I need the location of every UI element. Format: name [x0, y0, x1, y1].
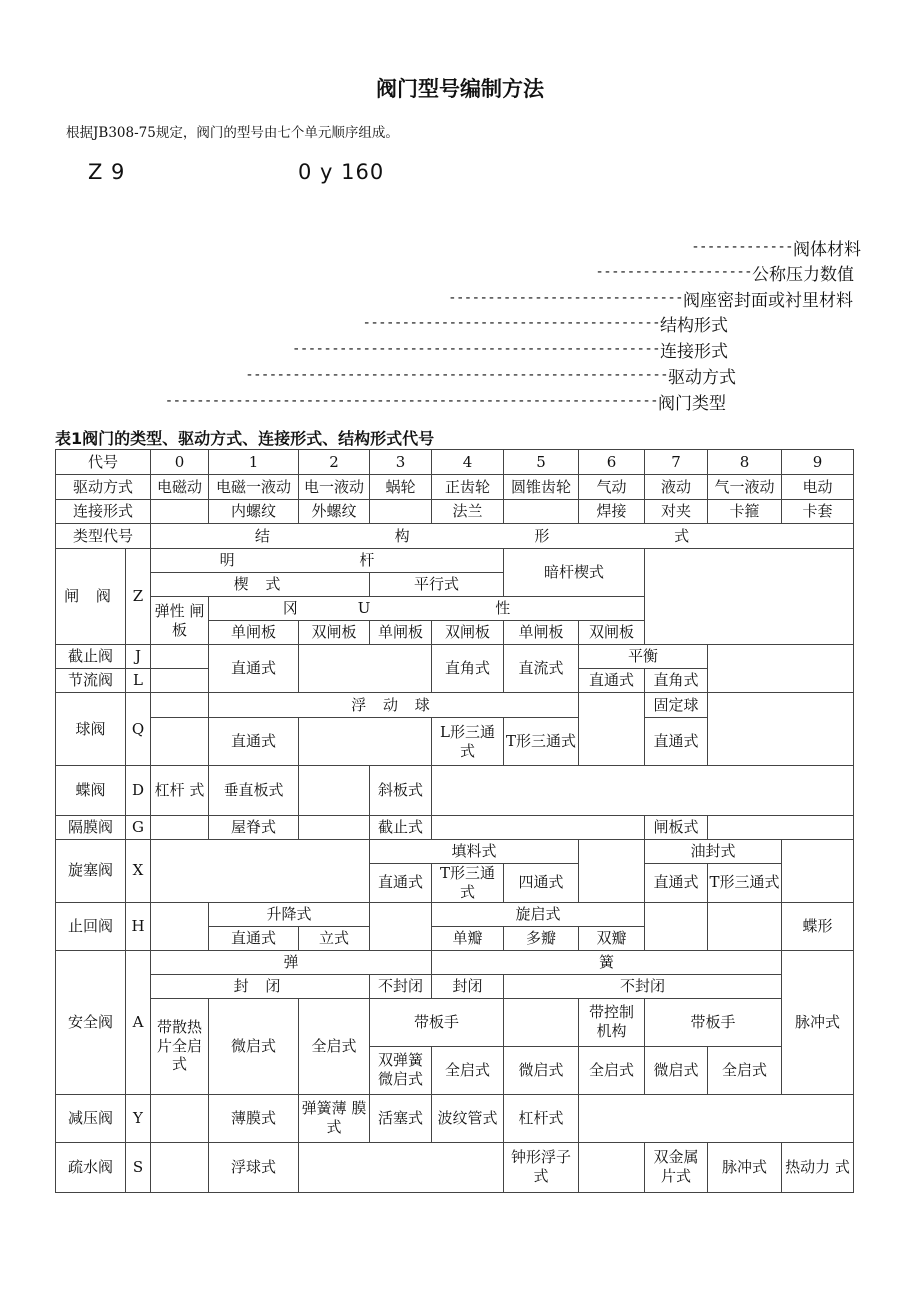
- drive-6: 气动: [579, 475, 645, 500]
- connection-8: 卡箍: [708, 500, 782, 524]
- butterfly-oblique: 斜板式: [370, 766, 432, 816]
- plug-empty-0: [151, 840, 370, 903]
- drive-label: 驱动方式: [56, 475, 151, 500]
- drive-5: 圆锥齿轮: [504, 475, 579, 500]
- gate-code: Z: [126, 549, 151, 645]
- drain-pulse: 脉冲式: [708, 1142, 782, 1192]
- gate-name: 闸 阀: [56, 549, 126, 645]
- butterfly-vertical: 垂直板式: [209, 766, 299, 816]
- gate-single-1: 单闸板: [209, 621, 299, 645]
- check-lift: 升降式: [209, 902, 370, 926]
- legend-dashes: ------------------------------------------------------: [245, 367, 668, 383]
- digit-7: 7: [645, 450, 708, 475]
- gate-double-2: 双闸板: [432, 621, 504, 645]
- drive-4: 正齿轮: [432, 475, 504, 500]
- gate-wedge: 楔 式: [151, 573, 370, 597]
- check-empty-3: [370, 902, 432, 950]
- ball-empty-6: [579, 693, 645, 766]
- safety-row-1: [56, 950, 854, 974]
- plug-code: X: [126, 840, 151, 903]
- digit-9: 9: [782, 450, 854, 475]
- connection-row: [56, 500, 854, 524]
- legend-row-pressure: [595, 260, 854, 284]
- drain-empty-2: [299, 1142, 504, 1192]
- gate-open-stem: 明 杆: [151, 549, 504, 573]
- safety-spring-2: 簧: [432, 950, 782, 974]
- safety-wrench-1: 带板手: [370, 998, 504, 1046]
- check-name: 止回阀: [56, 902, 126, 950]
- intro-text: 根据JB308-75规定，阀门的型号由七个单元顺序组成。: [66, 125, 399, 141]
- diaphragm-code: G: [126, 816, 151, 840]
- butterfly-lever: 杠杆 式: [151, 766, 209, 816]
- reducing-film: 薄膜式: [209, 1094, 299, 1142]
- diaphragm-empty-2: [299, 816, 370, 840]
- connection-9: 卡套: [782, 500, 854, 524]
- butterfly-row: [56, 766, 854, 816]
- butterfly-name: 蝶阀: [56, 766, 126, 816]
- plug-p-four: 四通式: [504, 864, 579, 903]
- butterfly-code: D: [126, 766, 151, 816]
- plug-empty-9: [782, 840, 854, 903]
- connection-label: 连接形式: [56, 500, 151, 524]
- reducing-piston: 活塞式: [370, 1094, 432, 1142]
- diaphragm-gate: 闸板式: [645, 816, 708, 840]
- stop-flow: 直流式: [504, 645, 579, 693]
- safety-full-2: 全启式: [432, 1046, 504, 1094]
- drive-9: 电动: [782, 475, 854, 500]
- digit-1: 1: [209, 450, 299, 475]
- digit-2: 2: [299, 450, 370, 475]
- page-title: 阀门型号编制方法: [376, 77, 544, 101]
- safety-full-3: 全启式: [579, 1046, 645, 1094]
- model-code-left: Z 9: [88, 160, 126, 184]
- gate-empty: [645, 549, 854, 645]
- drain-empty-0: [151, 1142, 209, 1192]
- reducing-row: [56, 1094, 854, 1142]
- legend-label: 阀体材料: [793, 239, 861, 260]
- code-header: 代号: [56, 450, 151, 475]
- check-empty-0: [151, 902, 209, 950]
- safety-empty-5: [504, 998, 579, 1046]
- balance-angle: 直角式: [645, 669, 708, 693]
- legend-label: 结构形式: [660, 315, 728, 336]
- legend-row-structure: [363, 311, 729, 335]
- drain-row: [56, 1142, 854, 1192]
- safety-row-2: [56, 974, 854, 998]
- safety-row-3: [56, 998, 854, 1046]
- safety-closed-1: 封 闭: [151, 974, 370, 998]
- ball-fixed-straight: 直通式: [645, 718, 708, 766]
- balance-straight: 直通式: [579, 669, 645, 693]
- gate-double-3: 双闸板: [579, 621, 645, 645]
- gate-double-1: 双闸板: [299, 621, 370, 645]
- check-swing: 旋启式: [432, 902, 645, 926]
- connection-7: 对夹: [645, 500, 708, 524]
- drain-thermo: 热动力 式: [782, 1142, 854, 1192]
- safety-radiator: 带散热片全启式: [151, 998, 209, 1094]
- reducing-name: 减压阀: [56, 1094, 126, 1142]
- stop-empty-9: [708, 645, 854, 693]
- check-double: 双瓣: [579, 926, 645, 950]
- diaphragm-empty-8: [708, 816, 854, 840]
- check-code: H: [126, 902, 151, 950]
- drain-code: S: [126, 1142, 151, 1192]
- drain-empty-6: [579, 1142, 645, 1192]
- digit-3: 3: [370, 450, 432, 475]
- plug-oil: 油封式: [645, 840, 782, 864]
- stop-straight: 直通式: [209, 645, 299, 693]
- connection-0: [151, 500, 209, 524]
- digit-6: 6: [579, 450, 645, 475]
- digit-0: 0: [151, 450, 209, 475]
- stop-name: 截止阀: [56, 645, 126, 669]
- safety-code: A: [126, 950, 151, 1094]
- stop-balance: 平衡: [579, 645, 708, 669]
- plug-name: 旋塞阀: [56, 840, 126, 903]
- drive-8: 气一液动: [708, 475, 782, 500]
- drain-float: 浮球式: [209, 1142, 299, 1192]
- legend-row-body-material: [691, 235, 861, 259]
- check-butterfly: 蝶形: [782, 902, 854, 950]
- ball-empty-0b: [151, 718, 209, 766]
- ball-empty-2: [299, 718, 432, 766]
- gate-single-3: 单闸板: [504, 621, 579, 645]
- drive-3: 蜗轮: [370, 475, 432, 500]
- drive-2: 电一液动: [299, 475, 370, 500]
- diaphragm-row: [56, 816, 854, 840]
- ball-fixed: 固定球: [645, 693, 708, 718]
- ball-t3: T形三通式: [504, 718, 579, 766]
- gate-single-2: 单闸板: [370, 621, 432, 645]
- legend-row-connection: [292, 337, 728, 361]
- stop-empty-2: [299, 645, 432, 693]
- legend-dashes: ---------------------------------------------------------------: [164, 393, 658, 409]
- check-vertical: 立式: [299, 926, 370, 950]
- gate-row-1: [56, 549, 854, 573]
- ball-row-1: [56, 693, 854, 718]
- gate-parallel: 平行式: [370, 573, 504, 597]
- stop-angle: 直角式: [432, 645, 504, 693]
- drive-row: [56, 475, 854, 500]
- drain-name: 疏水阀: [56, 1142, 126, 1192]
- ball-code: Q: [126, 693, 151, 766]
- reducing-empty-6: [579, 1094, 854, 1142]
- connection-3: [370, 500, 432, 524]
- stop-row: [56, 645, 854, 669]
- table-header-row: [56, 450, 854, 475]
- diaphragm-ridge: 屋脊式: [209, 816, 299, 840]
- drain-bimetal: 双金属 片式: [645, 1142, 708, 1192]
- digit-8: 8: [708, 450, 782, 475]
- plug-row-1: [56, 840, 854, 864]
- drive-0: 电磁动: [151, 475, 209, 500]
- legend-dashes: -------------: [691, 239, 793, 255]
- digit-5: 5: [504, 450, 579, 475]
- legend-label: 驱动方式: [668, 367, 736, 388]
- butterfly-empty-4: [432, 766, 854, 816]
- safety-spring: 弹: [151, 950, 432, 974]
- legend-dashes: --------------------------------------: [362, 315, 660, 331]
- drain-bell: 钟形浮子 式: [504, 1142, 579, 1192]
- plug-o-straight: 直通式: [645, 864, 708, 903]
- plug-p-straight: 直通式: [370, 864, 432, 903]
- type-code-label: 类型代号: [56, 524, 151, 549]
- digit-4: 4: [432, 450, 504, 475]
- safety-pulse: 脉冲式: [782, 950, 854, 1094]
- safety-wrench-2: 带板手: [645, 998, 782, 1046]
- check-straight: 直通式: [209, 926, 299, 950]
- check-row-1: [56, 902, 854, 926]
- throttle-name: 节流阀: [56, 669, 126, 693]
- stop-empty-0: [151, 645, 209, 669]
- safety-full-4: 全启式: [708, 1046, 782, 1094]
- ball-empty-0: [151, 693, 209, 718]
- connection-2: 外螺纹: [299, 500, 370, 524]
- legend-dashes: -----------------------------------------------: [292, 341, 660, 357]
- safety-unclosed-2: 不封闭: [504, 974, 782, 998]
- safety-name: 安全阀: [56, 950, 126, 1094]
- plug-p-t3: T形三通式: [432, 864, 504, 903]
- legend-dashes: ------------------------------: [448, 290, 683, 306]
- connection-6: 焊接: [579, 500, 645, 524]
- diaphragm-stop: 截止式: [370, 816, 432, 840]
- valve-code-table: [55, 449, 854, 1193]
- legend-label: 连接形式: [660, 341, 728, 362]
- legend-label: 阀座密封面或衬里材料: [683, 290, 853, 311]
- plug-packing: 填料式: [370, 840, 579, 864]
- check-single: 单瓣: [432, 926, 504, 950]
- gate-dark-stem: 暗杆楔式: [504, 549, 645, 597]
- ball-straight: 直通式: [209, 718, 299, 766]
- safety-micro-3: 微启式: [645, 1046, 708, 1094]
- ball-empty-8: [708, 693, 854, 766]
- diaphragm-empty-4: [432, 816, 645, 840]
- model-code-right: 0 y 160: [298, 160, 385, 184]
- check-multi: 多瓣: [504, 926, 579, 950]
- safety-micro: 微启式: [209, 998, 299, 1094]
- legend-label: 公称压力数值: [752, 264, 854, 285]
- type-code-row: [56, 524, 854, 549]
- safety-control: 带控制 机构: [579, 998, 645, 1046]
- safety-full: 全启式: [299, 998, 370, 1094]
- reducing-lever: 杠杆式: [504, 1094, 579, 1142]
- check-empty-7: [645, 902, 708, 950]
- connection-5: [504, 500, 579, 524]
- ball-l3: L形三通式: [432, 718, 504, 766]
- legend-dashes: --------------------: [595, 264, 752, 280]
- diaphragm-empty-0: [151, 816, 209, 840]
- connection-4: 法兰: [432, 500, 504, 524]
- connection-1: 内螺纹: [209, 500, 299, 524]
- reducing-empty-0: [151, 1094, 209, 1142]
- reducing-code: Y: [126, 1094, 151, 1142]
- legend-row-seal-material: [448, 286, 853, 310]
- legend-row-drive: [245, 363, 736, 387]
- safety-closed-2: 封闭: [432, 974, 504, 998]
- ball-floating: 浮 动 球: [209, 693, 579, 718]
- legend-row-valve-type: [165, 389, 726, 413]
- safety-micro-2: 微启式: [504, 1046, 579, 1094]
- butterfly-empty-2: [299, 766, 370, 816]
- structure-label: 结 构 形 式: [151, 524, 854, 549]
- throttle-empty-0: [151, 669, 209, 693]
- reducing-spring-film: 弹簧薄 膜式: [299, 1094, 370, 1142]
- stop-code: J: [126, 645, 151, 669]
- check-empty-8: [708, 902, 782, 950]
- safety-dbl-spring: 双弹簧微启式: [370, 1046, 432, 1094]
- safety-unclosed-1: 不封闭: [370, 974, 432, 998]
- gate-rigid: 冈U 性: [209, 597, 645, 621]
- diaphragm-name: 隔膜阀: [56, 816, 126, 840]
- throttle-code: L: [126, 669, 151, 693]
- legend-label: 阀门类型: [658, 393, 726, 414]
- table-title: 表1阀门的类型、驱动方式、连接形式、结构形式代号: [55, 429, 435, 448]
- gate-elastic: 弹性 闸板: [151, 597, 209, 645]
- drive-1: 电磁一液动: [209, 475, 299, 500]
- plug-o-t3: T形三通式: [708, 864, 782, 903]
- plug-empty-6: [579, 840, 645, 903]
- reducing-bellows: 波纹管式: [432, 1094, 504, 1142]
- drive-7: 液动: [645, 475, 708, 500]
- ball-name: 球阀: [56, 693, 126, 766]
